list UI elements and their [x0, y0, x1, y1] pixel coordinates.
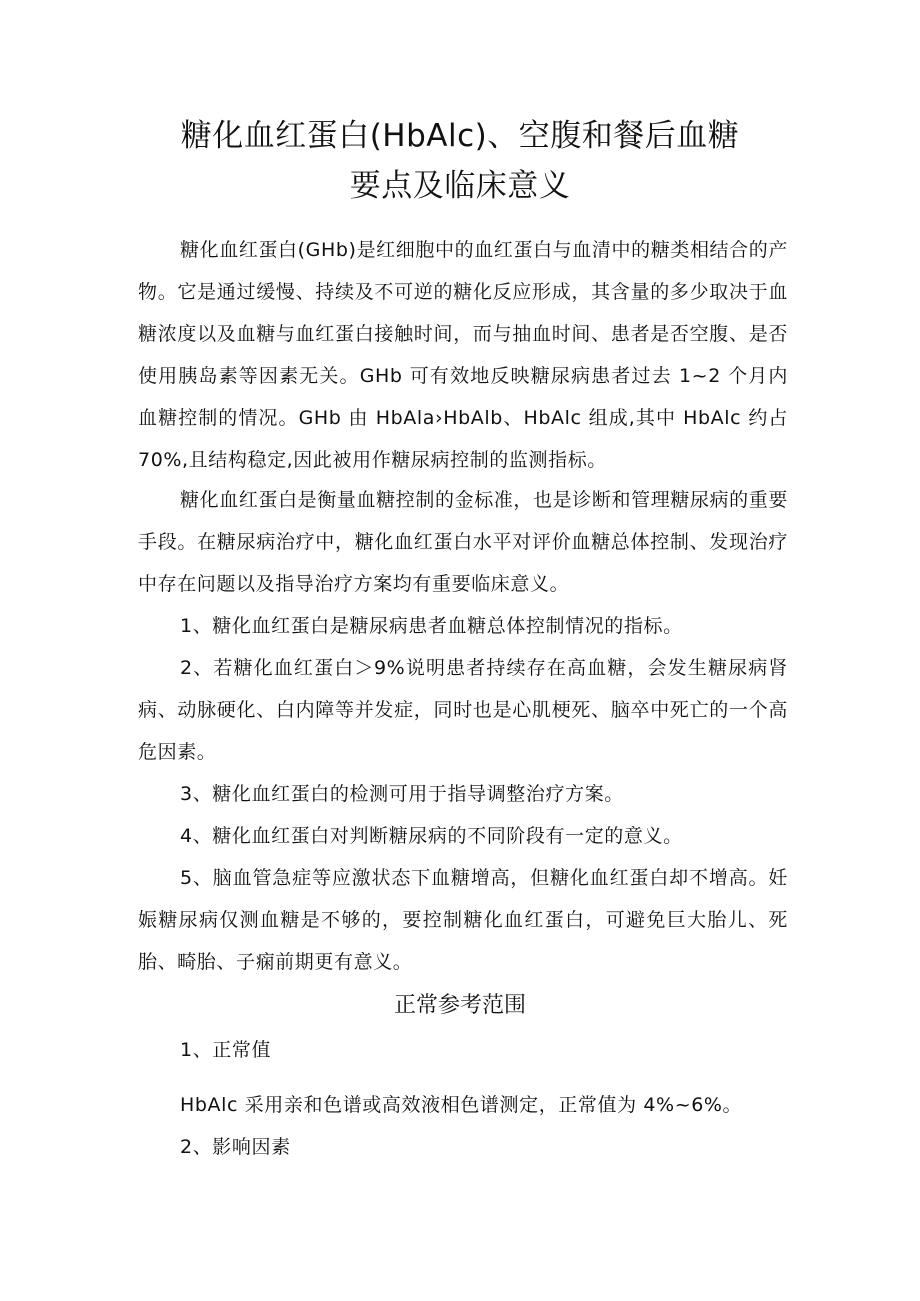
document-title-line-2: 要点及临床意义	[349, 168, 571, 204]
item-influencing-factors-label: 2、影响因素	[180, 1136, 291, 1158]
paragraph-gold-standard: 糖化血红蛋白是衡量血糖控制的金标准，也是诊断和管理糖尿病的重要手段。在糖尿病治疗中，糖化血红蛋白水平对评价血糖总体控制、发现治疗中存在问题以及指导治疗方案均有重要临床意义。	[138, 489, 788, 595]
item-normal-value-text: HbAlc 采用亲和色谱或高效液相色谱测定，正常值为 4%~6%。	[180, 1094, 743, 1116]
document-title-line-1: 糖化血红蛋白(HbAlc)、空腹和餐后血糖	[180, 118, 740, 154]
item-normal-value-label: 1、正常值	[180, 1039, 272, 1061]
paragraph-ghb-definition: 糖化血红蛋白(GHb)是红细胞中的血红蛋白与血清中的糖类相结合的产物。它是通过缓慢、持续及不可逆的糖化反应形成，其含量的多少取决于血糖浓度以及血糖与血红蛋白接触时间，而与抽血时间、患者是否空腹、是否使用胰岛素等因素无关。GHb 可有效地反映糖尿病患者过去 1~2 个月内血糖控制的情况。GHb 由 HbAla›HbAlb、HbAlc 组成,其中 HbAlc 约占70%,且结构稳定,因此被用作糖尿病控制的监测指标。	[138, 239, 788, 471]
paragraph-point-3: 3、糖化血红蛋白的检测可用于指导调整治疗方案。	[180, 783, 624, 805]
paragraph-point-5: 5、脑血管急症等应激状态下血糖增高，但糖化血红蛋白却不增高。妊娠糖尿病仅测血糖是不够的，要控制糖化血红蛋白，可避免巨大胎儿、死胎、畸胎、子痫前期更有意义。	[138, 867, 788, 973]
section-title-reference-range: 正常参考范围	[393, 993, 526, 1018]
paragraph-point-1: 1、糖化血红蛋白是糖尿病患者血糖总体控制情况的指标。	[180, 615, 683, 637]
paragraph-point-2: 2、若糖化血红蛋白＞9%说明患者持续存在高血糖，会发生糖尿病肾病、动脉硬化、白内障等并发症，同时也是心肌梗死、脑卒中死亡的一个高危因素。	[138, 657, 788, 763]
paragraph-point-4: 4、糖化血红蛋白对判断糖尿病的不同阶段有一定的意义。	[180, 825, 683, 847]
